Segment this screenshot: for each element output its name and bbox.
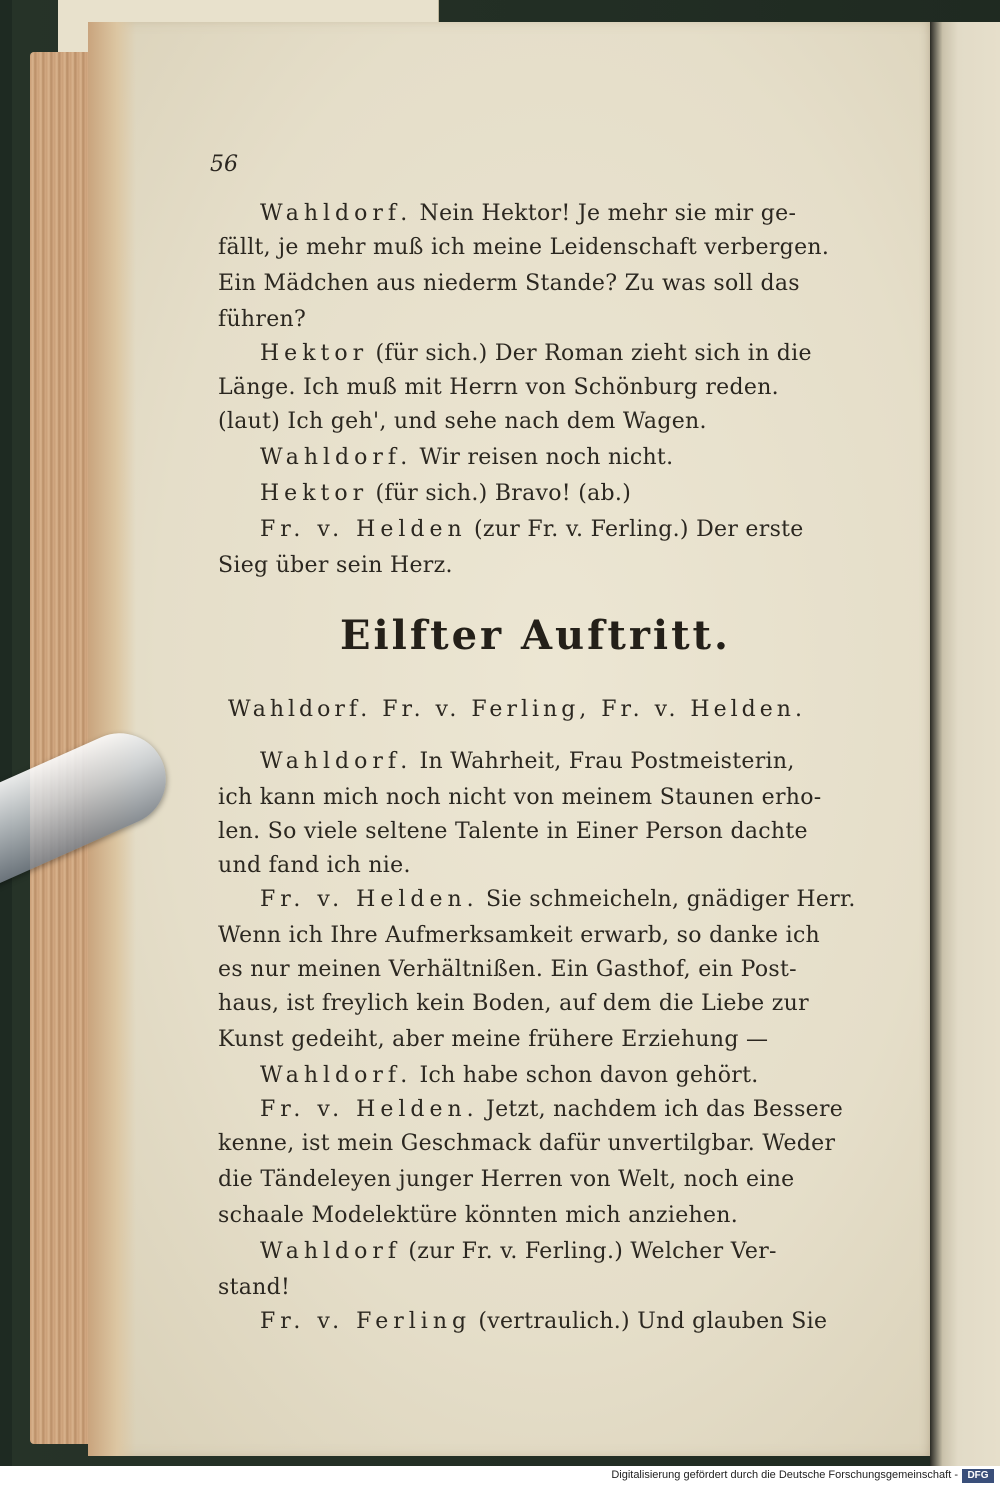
speaker-name: Hektor <box>260 481 369 506</box>
line-text: Wir reisen noch nicht. <box>419 445 674 470</box>
line-text: (für sich.) Bravo! (ab.) <box>375 481 632 506</box>
text-line <box>218 1272 290 1304</box>
text-line <box>260 884 856 916</box>
line-text: stand! <box>218 1275 291 1300</box>
text-line <box>218 1024 768 1056</box>
text-line <box>218 1164 795 1196</box>
text-line <box>260 1094 843 1126</box>
text-line <box>218 406 707 438</box>
line-text: Jetzt, nachdem ich das Bessere <box>485 1097 844 1122</box>
speaker-name: Fr. v. Ferling <box>260 1309 472 1334</box>
text-line <box>218 304 306 336</box>
text-line <box>260 1306 827 1338</box>
line-text: Kunst gedeiht, aber meine frühere Erziehung — <box>218 1027 769 1052</box>
speaker-name: Wahldorf <box>260 1239 402 1264</box>
line-text: Nein Hektor! Je mehr sie mir ge- <box>419 201 797 226</box>
line-text: haus, ist freylich kein Boden, auf dem die Liebe zur <box>218 991 809 1016</box>
line-text: kenne, ist mein Geschmack dafür unvertilgbar. Weder <box>218 1131 836 1156</box>
line-text: (vertraulich.) Und glauben Sie <box>478 1309 828 1334</box>
page-number: 56 <box>210 152 238 177</box>
text-line <box>218 232 829 264</box>
speaker-name: Fr. v. Helden. <box>260 1097 479 1122</box>
line-text: und fand ich nie. <box>218 853 411 878</box>
line-text: fällt, je mehr muß ich meine Leidenschaft verbergen. <box>218 235 830 260</box>
text-line <box>218 1128 835 1160</box>
text-line <box>218 920 820 952</box>
text-line <box>260 442 673 474</box>
line-text: Ein Mädchen aus niederm Stande? Zu was soll das <box>218 271 800 296</box>
speaker-name: Wahldorf. <box>260 749 413 774</box>
line-text: Ich habe schon davon gehört. <box>419 1063 759 1088</box>
line-text: Sieg über sein Herz. <box>218 553 453 578</box>
text-line <box>218 782 822 814</box>
text-line <box>260 1236 777 1268</box>
text-line <box>218 1200 738 1232</box>
line-text: (für sich.) Der Roman zieht sich in die <box>375 341 812 366</box>
text-line <box>218 372 779 404</box>
line-text: führen? <box>218 307 307 332</box>
line-text: Wenn ich Ihre Aufmerksamkeit erwarb, so danke ich <box>218 923 821 948</box>
line-text: ich kann mich noch nicht von meinem Staunen erho- <box>218 785 822 810</box>
text-line <box>218 268 800 300</box>
speaker-name: Fr. v. Helden. <box>260 887 479 912</box>
line-text: (zur Fr. v. Ferling.) Welcher Ver- <box>408 1239 777 1264</box>
line-text: In Wahrheit, Frau Postmeisterin, <box>419 749 795 774</box>
text-line <box>260 746 795 778</box>
text-line <box>218 954 797 986</box>
cast-list: Wahldorf. Fr. v. Ferling, Fr. v. Helden. <box>228 697 806 722</box>
book-gutter <box>930 22 1000 1466</box>
line-text: (zur Fr. v. Ferling.) Der erste <box>473 517 804 542</box>
text-line <box>260 478 631 510</box>
text-line <box>218 850 411 882</box>
scene-heading: Eilfter Auftritt. <box>340 612 731 659</box>
text-line <box>260 198 796 230</box>
speaker-name: Wahldorf. <box>260 445 413 470</box>
text-line <box>260 338 812 370</box>
speaker-name: Hektor <box>260 341 369 366</box>
line-text: Sie schmeicheln, gnädiger Herr. <box>485 887 856 912</box>
text-line <box>218 816 808 848</box>
line-text: die Tändeleyen junger Herren von Welt, noch eine <box>218 1167 795 1192</box>
footer-bar <box>0 1466 1000 1487</box>
text-line <box>218 988 809 1020</box>
text-line <box>260 1060 759 1092</box>
funding-notice: Digitalisierung gefördert durch die Deutsche Forschungsgemeinschaft - <box>611 1469 958 1481</box>
line-text: es nur meinen Verhältnißen. Ein Gasthof, ein Post- <box>218 957 797 982</box>
line-text: len. So viele seltene Talente in Einer Person dachte <box>218 819 808 844</box>
speaker-name: Wahldorf. <box>260 1063 413 1088</box>
speaker-name: Fr. v. Helden <box>260 517 467 542</box>
line-text: Länge. Ich muß mit Herrn von Schönburg reden. <box>218 375 779 400</box>
text-line <box>260 514 804 546</box>
dfg-logo: DFG <box>962 1469 994 1483</box>
text-line <box>218 550 453 582</box>
line-text: (laut) Ich geh', und sehe nach dem Wagen. <box>218 409 707 434</box>
line-text: schaale Modelektüre könnten mich anziehen. <box>218 1203 739 1228</box>
speaker-name: Wahldorf. <box>260 201 413 226</box>
